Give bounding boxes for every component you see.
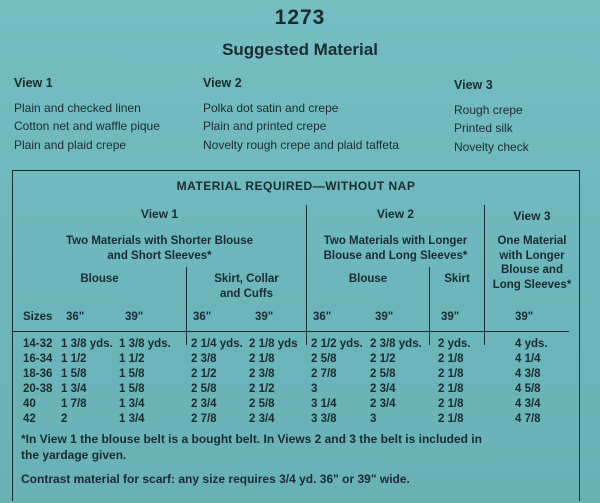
view-1-item: Plain and plaid crepe — [14, 137, 127, 152]
suggested-view-1 — [14, 74, 160, 154]
cell-v1s39: 2 3/8 — [249, 368, 275, 380]
width-36: 36" — [193, 311, 212, 323]
cell-v1s36: 2 3/4 — [191, 398, 217, 410]
cell-v3: 4 7/8 — [515, 413, 541, 425]
cell-v2b36: 2 5/8 — [311, 353, 337, 365]
view-2-item: Plain and printed crepe — [203, 119, 327, 133]
description-line: Two Materials with Longer — [323, 235, 468, 247]
footnote-line: the yardage given. — [21, 448, 127, 462]
view-2-skirt-heading: Skirt — [444, 273, 470, 285]
cell-v1b36: 1 1/2 — [61, 353, 87, 365]
cell-v3: 4 yds. — [515, 338, 548, 350]
widths-row — [13, 311, 579, 328]
cell-v2b39: 2 1/2 — [370, 353, 396, 365]
view-2-blouse-heading: Blouse — [348, 273, 388, 285]
cell-v1b39: 1 5/8 — [119, 368, 145, 380]
description-line: Two Materials with Shorter Blouse — [65, 235, 253, 247]
view-3-description — [485, 234, 579, 292]
view-3-item: Printed silk — [454, 121, 513, 135]
cell-v1b36: 1 3/8 yds. — [61, 338, 113, 350]
description-line: Blouse and Long Sleeves* — [323, 250, 468, 262]
footnote-line: *In View 1 the blouse belt is a bought belt. In Views 2 and 3 the belt is included in — [21, 432, 482, 446]
view-3-item: Novelty check — [454, 139, 529, 154]
cell-v1b39: 1 1/2 — [119, 353, 145, 365]
cell-v2s39: 2 1/8 — [438, 353, 464, 365]
width-39: 39" — [515, 311, 534, 323]
view-1-description — [13, 234, 306, 264]
pattern-number: 1273 — [274, 6, 326, 29]
suggested-view-2 — [203, 74, 399, 154]
description-line: Blouse and — [501, 264, 563, 276]
cell-v1b36: 1 3/4 — [61, 383, 87, 395]
view-3-heading: View 3 — [454, 78, 493, 92]
cell-v1b36: 1 7/8 — [61, 398, 87, 410]
cell-v1s36: 2 7/8 — [191, 413, 217, 425]
view-1-item: Plain and checked linen — [14, 100, 141, 115]
description-line: with Longer — [499, 249, 565, 262]
width-36: 36" — [66, 311, 85, 323]
view-2-item: Polka dot satin and crepe — [203, 100, 339, 115]
cell-v1s39: 2 1/2 — [249, 383, 275, 395]
table-view-1-heading: View 1 — [140, 207, 179, 221]
cell-v2b39: 3 — [370, 413, 377, 425]
table-view-2-heading: View 2 — [376, 207, 415, 221]
table-row — [13, 413, 579, 430]
cell-v1s36: 2 5/8 — [191, 383, 217, 395]
material-table — [12, 170, 580, 501]
subheading-line: and Cuffs — [219, 288, 274, 300]
cell-size: 14-32 — [23, 338, 53, 350]
cell-v3: 4 3/4 — [515, 398, 541, 410]
cell-size: 20-38 — [23, 383, 53, 395]
cell-v2s39: 2 1/8 — [438, 368, 464, 380]
cell-v3: 4 3/8 — [515, 368, 541, 380]
width-36: 36" — [313, 311, 332, 323]
footnote — [21, 431, 482, 463]
view-1-blouse-heading: Blouse — [80, 273, 119, 285]
width-39: 39" — [441, 311, 460, 323]
cell-v1b39: 1 3/4 — [119, 398, 145, 410]
view-2-description — [307, 234, 484, 264]
cell-v1s36: 2 1/4 yds. — [191, 338, 243, 350]
cell-v2b39: 2 3/4 — [370, 383, 396, 395]
cell-v2s39: 2 1/8 — [438, 398, 464, 410]
cell-v3: 4 5/8 — [515, 383, 541, 395]
cell-v2b36: 3 1/4 — [311, 398, 337, 410]
page-title: Suggested Material — [222, 40, 378, 59]
cell-v1s36: 2 3/8 — [191, 353, 217, 365]
subheading-line: Skirt, Collar — [214, 273, 279, 285]
view-1-heading: View 1 — [14, 76, 53, 90]
contrast-note: Contrast material for scarf: any size requires 3/4 yd. 36" or 39" wide. — [21, 472, 410, 486]
cell-v1b39: 1 5/8 — [119, 383, 145, 395]
table-view-3-heading: View 3 — [513, 209, 551, 223]
description-line: One Material — [497, 235, 567, 247]
cell-v2s39: 2 1/8 — [438, 413, 464, 425]
cell-v1b39: 1 3/4 — [119, 413, 145, 425]
cell-v1b36: 1 5/8 — [61, 368, 87, 380]
view-3-item: Rough crepe — [454, 102, 523, 117]
view-2-item: Novelty rough crepe and plaid taffeta — [203, 137, 399, 152]
cell-v2b36: 2 7/8 — [311, 368, 337, 380]
description-line: and Short Sleeves* — [107, 250, 212, 262]
width-39: 39" — [255, 311, 274, 323]
view-1-item: Cotton net and waffle pique — [14, 119, 160, 133]
cell-v1s39: 2 3/4 — [249, 413, 275, 425]
width-39: 39" — [125, 311, 144, 323]
view-2-heading: View 2 — [203, 76, 242, 90]
sizes-label: Sizes — [23, 311, 53, 323]
cell-size: 16-34 — [23, 353, 53, 365]
cell-v2b36: 3 3/8 — [311, 413, 337, 425]
cell-v2s39: 2 yds. — [438, 338, 471, 350]
cell-v2s39: 2 1/8 — [438, 383, 464, 395]
cell-v1b36: 2 — [61, 413, 68, 425]
cell-v1s39: 2 1/8 — [249, 353, 275, 365]
cell-v1b39: 1 3/8 yds. — [119, 338, 171, 350]
cell-v2b39: 2 3/8 yds. — [370, 338, 422, 350]
cell-v1s39: 2 5/8 — [249, 398, 275, 410]
cell-size: 18-36 — [23, 368, 53, 380]
cell-size: 42 — [23, 413, 36, 425]
rule — [13, 331, 569, 332]
cell-size: 40 — [23, 398, 36, 410]
view-1-skirt-heading — [187, 272, 306, 302]
cell-v2b39: 2 5/8 — [370, 368, 396, 380]
cell-v1s39: 2 1/8 yds — [249, 338, 298, 350]
cell-v1s36: 2 1/2 — [191, 368, 217, 380]
cell-v3: 4 1/4 — [515, 353, 541, 365]
description-line: Long Sleeves* — [492, 278, 572, 291]
table-title: MATERIAL REQUIRED—WITHOUT NAP — [176, 179, 416, 193]
suggested-view-3 — [454, 76, 529, 156]
width-39: 39" — [375, 311, 394, 323]
cell-v2b36: 2 1/2 yds. — [311, 338, 363, 350]
cell-v2b36: 3 — [311, 383, 318, 395]
cell-v2b39: 2 3/4 — [370, 398, 396, 410]
